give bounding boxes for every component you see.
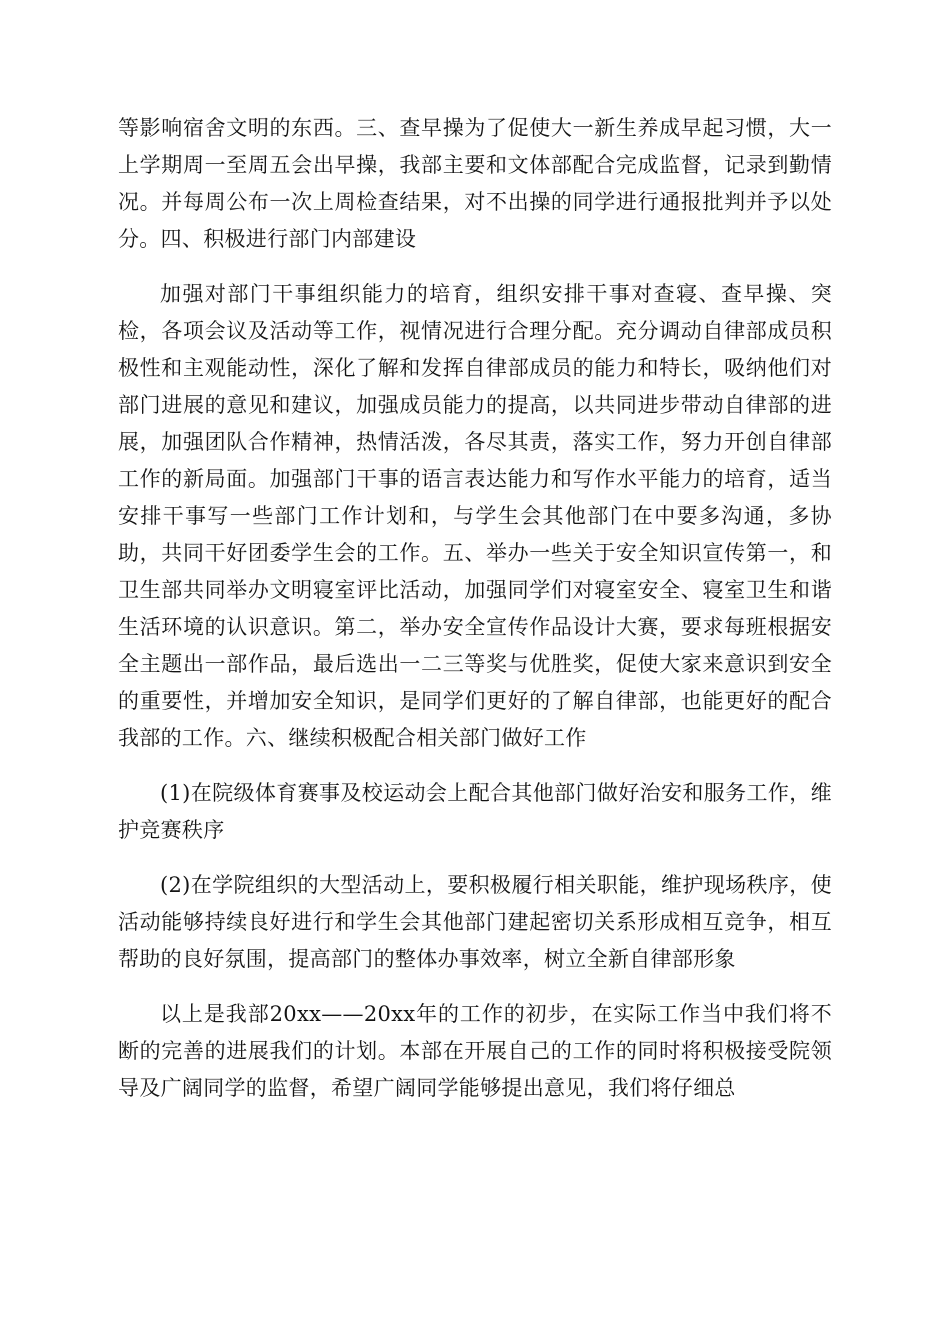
paragraph-conclusion: 以上是我部20xx——20xx年的工作的初步，在实际工作当中我们将不断的完善的进展我们的计划。本部在开展自己的工作的同时将积极接受院领导及广阔同学的监督，希望广阔同学能够提出意见，我们将仔细总	[118, 1002, 832, 1100]
paragraph-department-building: 加强对部门干事组织能力的培育，组织安排干事对查寝、查早操、突检，各项会议及活动等工作，视情况进行合理分配。充分调动自律部成员积极性和主观能动性，深化了解和发挥自律部成员的能力和特长，吸纳他们对部门进展的意见和建议，加强成员能力的提高，以共同进步带动自律部的进展，加强团队合作精神，热情活泼，各尽其责，落实工作，努力开创自律部工作的新局面。加强部门干事的语言表达能力和写作水平能力的培育，适当安排干事写一些部门工作计划和，与学生会其他部门在中要多沟通，多协助，共同干好团委学生会的工作。五、举办一些关于安全知识宣传第一，和卫生部共同举办文明寝室评比活动，加强同学们对寝室安全、寝室卫生和谐生活环境的认识意识。第二，举办安全宣传作品设计大赛，要求每班根据安全主题出一部作品，最后选出一二三等奖与优胜奖，促使大家来意识到安全的重要性，并增加安全知识，是同学们更好的了解自律部，也能更好的配合我部的工作。六、继续积极配合相关部门做好工作	[118, 282, 832, 750]
paragraph-continuation: 等影响宿舍文明的东西。三、查早操为了促使大一新生养成早起习惯，大一上学期周一至周五会出早操，我部主要和文体部配合完成监督，记录到勤情况。并每周公布一次上周检查结果，对不出操的同学进行通报批判并予以处分。四、积极进行部门内部建设	[118, 116, 832, 251]
paragraph-item-2: (2)在学院组织的大型活动上，要积极履行相关职能，维护现场秩序，使活动能够持续良好进行和学生会其他部门建起密切关系形成相互竞争，相互帮助的良好氛围，提高部门的整体办事效率，树立全新自律部形象	[118, 873, 832, 971]
paragraph-item-1: (1)在院级体育赛事及校运动会上配合其他部门做好治安和服务工作，维护竞赛秩序	[118, 781, 832, 842]
document-page	[118, 110, 832, 1125]
